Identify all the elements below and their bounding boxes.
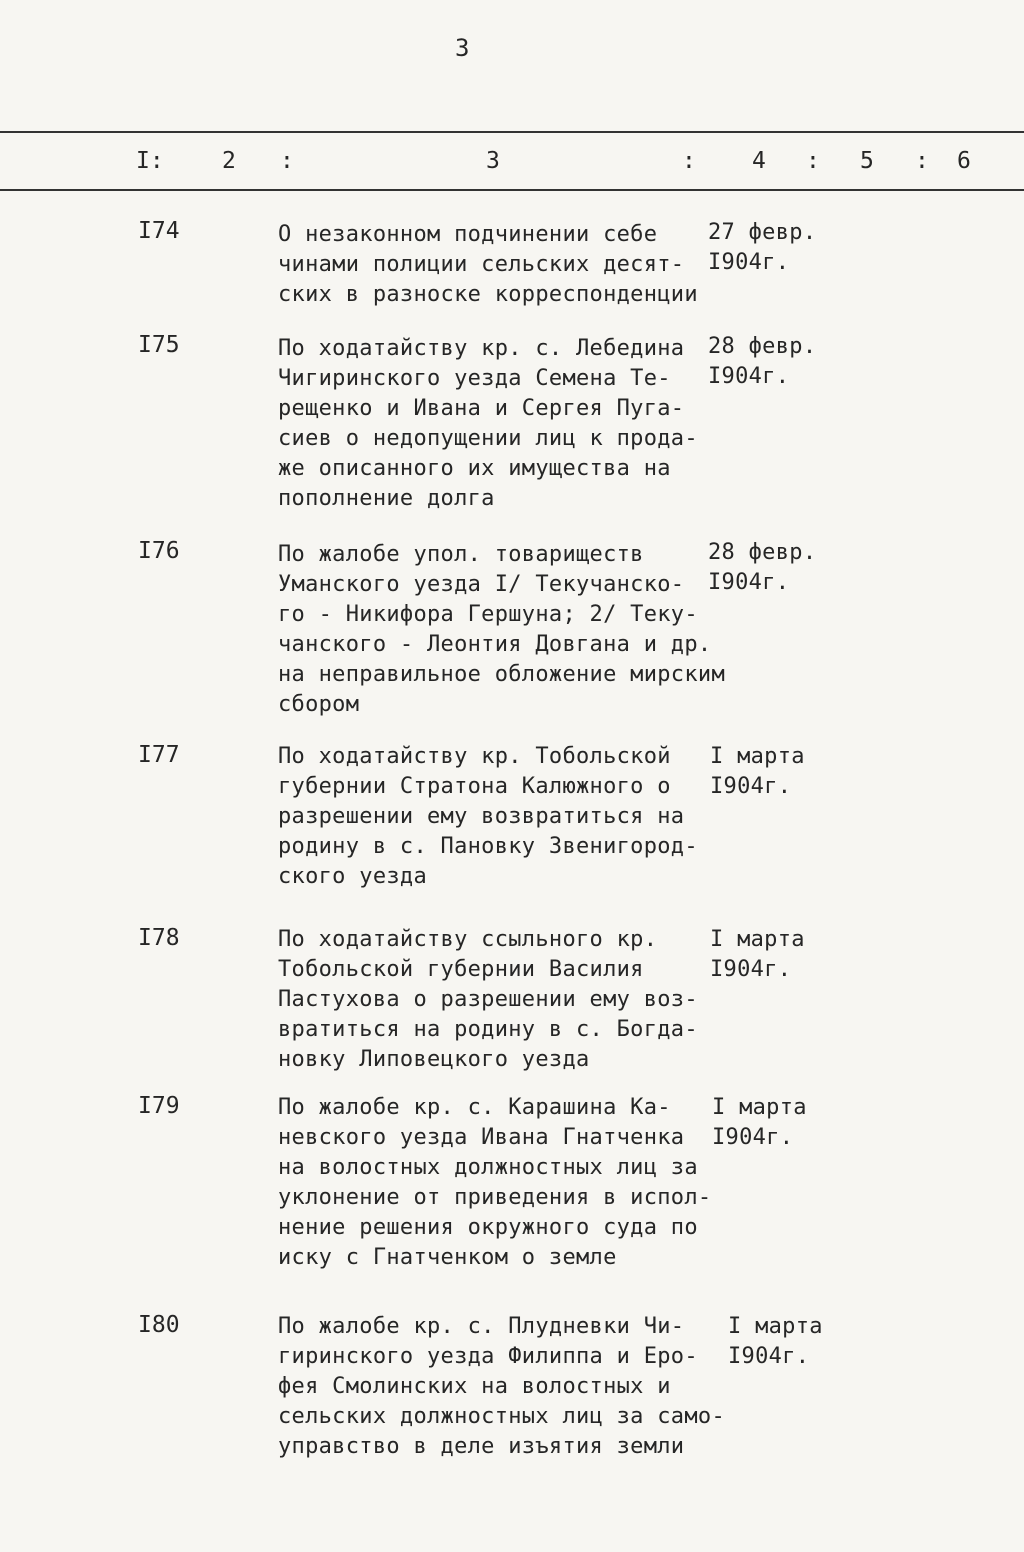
entry-number: I78 [138,925,180,951]
column-header-4: 4 [752,148,766,174]
description-line: на волостных должностных лиц за [278,1155,698,1180]
entry-description [278,742,718,892]
entry-date [708,538,816,598]
description-line: родину в с. Пановку Звенигород- [278,834,698,859]
date-day: 28 февр. [708,334,817,359]
description-line: разрешении ему возвратиться на [278,804,685,829]
description-line: гиринского уезда Филиппа и Еро- [278,1344,698,1369]
description-line: новку Липовецкого уезда [278,1047,590,1072]
column-header-2: 2 [222,148,236,174]
column-separator: : [280,148,294,174]
entry-date [728,1312,823,1372]
description-line: управство в деле изъятия земли [278,1434,685,1459]
description-line: По ходатайству ссыльного кр. [278,927,658,952]
description-line: Уманского уезда I/ Текучанско- [278,572,685,597]
page-number: 3 [455,34,471,62]
entry-number: I79 [138,1093,180,1119]
description-line: рещенко и Ивана и Сергея Пуга- [278,396,685,421]
column-header-6: 6 [957,148,971,174]
description-line: чанского - Леонтия Довгана и др. [278,632,712,657]
date-day: 27 февр. [708,220,817,245]
entry-date [708,332,816,392]
description-line: чинами полиции сельских десят- [278,252,685,277]
description-line: фея Смолинских на волостных и [278,1374,671,1399]
description-line: ского уезда [278,864,427,889]
column-separator: : [915,148,929,174]
date-day: I марта [728,1314,823,1339]
description-line: же описанного их имущества на [278,456,671,481]
description-line: уклонение от приведения в испол- [278,1185,712,1210]
description-line: сиев о недопущении лиц к продa- [278,426,698,451]
entry-date [708,218,816,278]
date-year: I904г. [710,774,792,799]
description-line: По жалобе упол. товариществ [278,542,644,567]
description-line: нение решения окружного суда по [278,1215,698,1240]
column-separator: : [682,148,696,174]
date-day: I марта [712,1095,807,1120]
description-line: сбором [278,692,360,717]
entry-number: I75 [138,332,180,358]
description-line: ских в разноске корреспонденции [278,282,698,307]
entry-date [710,742,805,802]
description-line: По жалобе кр. с. Карашина Ка- [278,1095,671,1120]
entry-description [278,334,718,514]
entry-description [278,1312,725,1462]
date-day: I марта [710,927,805,952]
description-line: По жалобе кр. с. Плудневки Чи- [278,1314,685,1339]
description-line: По ходатайству кр. Тобольской [278,744,671,769]
description-line: По ходатайству кр. с. Лебедина [278,336,685,361]
description-line: иску с Гнатченком о земле [278,1245,617,1270]
description-line: Пастухова о разрешении ему воз- [278,987,698,1012]
column-header-1: I: [136,148,164,174]
entry-description [278,1093,718,1273]
date-year: I904г. [712,1125,794,1150]
entry-number: I80 [138,1312,180,1338]
date-day: 28 февр. [708,540,817,565]
column-header-3: 3 [486,148,500,174]
description-line: вратиться на родину в с. Богда- [278,1017,698,1042]
entry-date [712,1093,807,1153]
description-line: Чигиринского уезда Семена Те- [278,366,671,391]
header-top-rule [0,131,1024,133]
description-line: пополнение долга [278,486,495,511]
date-year: I904г. [728,1344,810,1369]
date-year: I904г. [708,250,790,275]
description-line: сельских должностных лиц за само- [278,1404,725,1429]
entry-number: I74 [138,218,180,244]
date-year: I904г. [710,957,792,982]
description-line: на неправильное обложение мирским [278,662,725,687]
description-line: Тобольской губернии Василия [278,957,644,982]
description-line: невского уезда Ивана Гнатченка [278,1125,685,1150]
description-line: губернии Стратона Калюжного о [278,774,671,799]
entry-description [278,540,725,720]
column-separator: : [806,148,820,174]
header-bottom-rule [0,189,1024,191]
entry-description [278,220,718,310]
description-line: го - Никифора Гершуна; 2/ Теку- [278,602,698,627]
date-day: I марта [710,744,805,769]
entry-description [278,925,718,1075]
entry-number: I76 [138,538,180,564]
column-header-5: 5 [860,148,874,174]
description-line: О незаконном подчинении себе [278,222,658,247]
date-year: I904г. [708,570,790,595]
entry-date [710,925,805,985]
entry-number: I77 [138,742,180,768]
date-year: I904г. [708,364,790,389]
